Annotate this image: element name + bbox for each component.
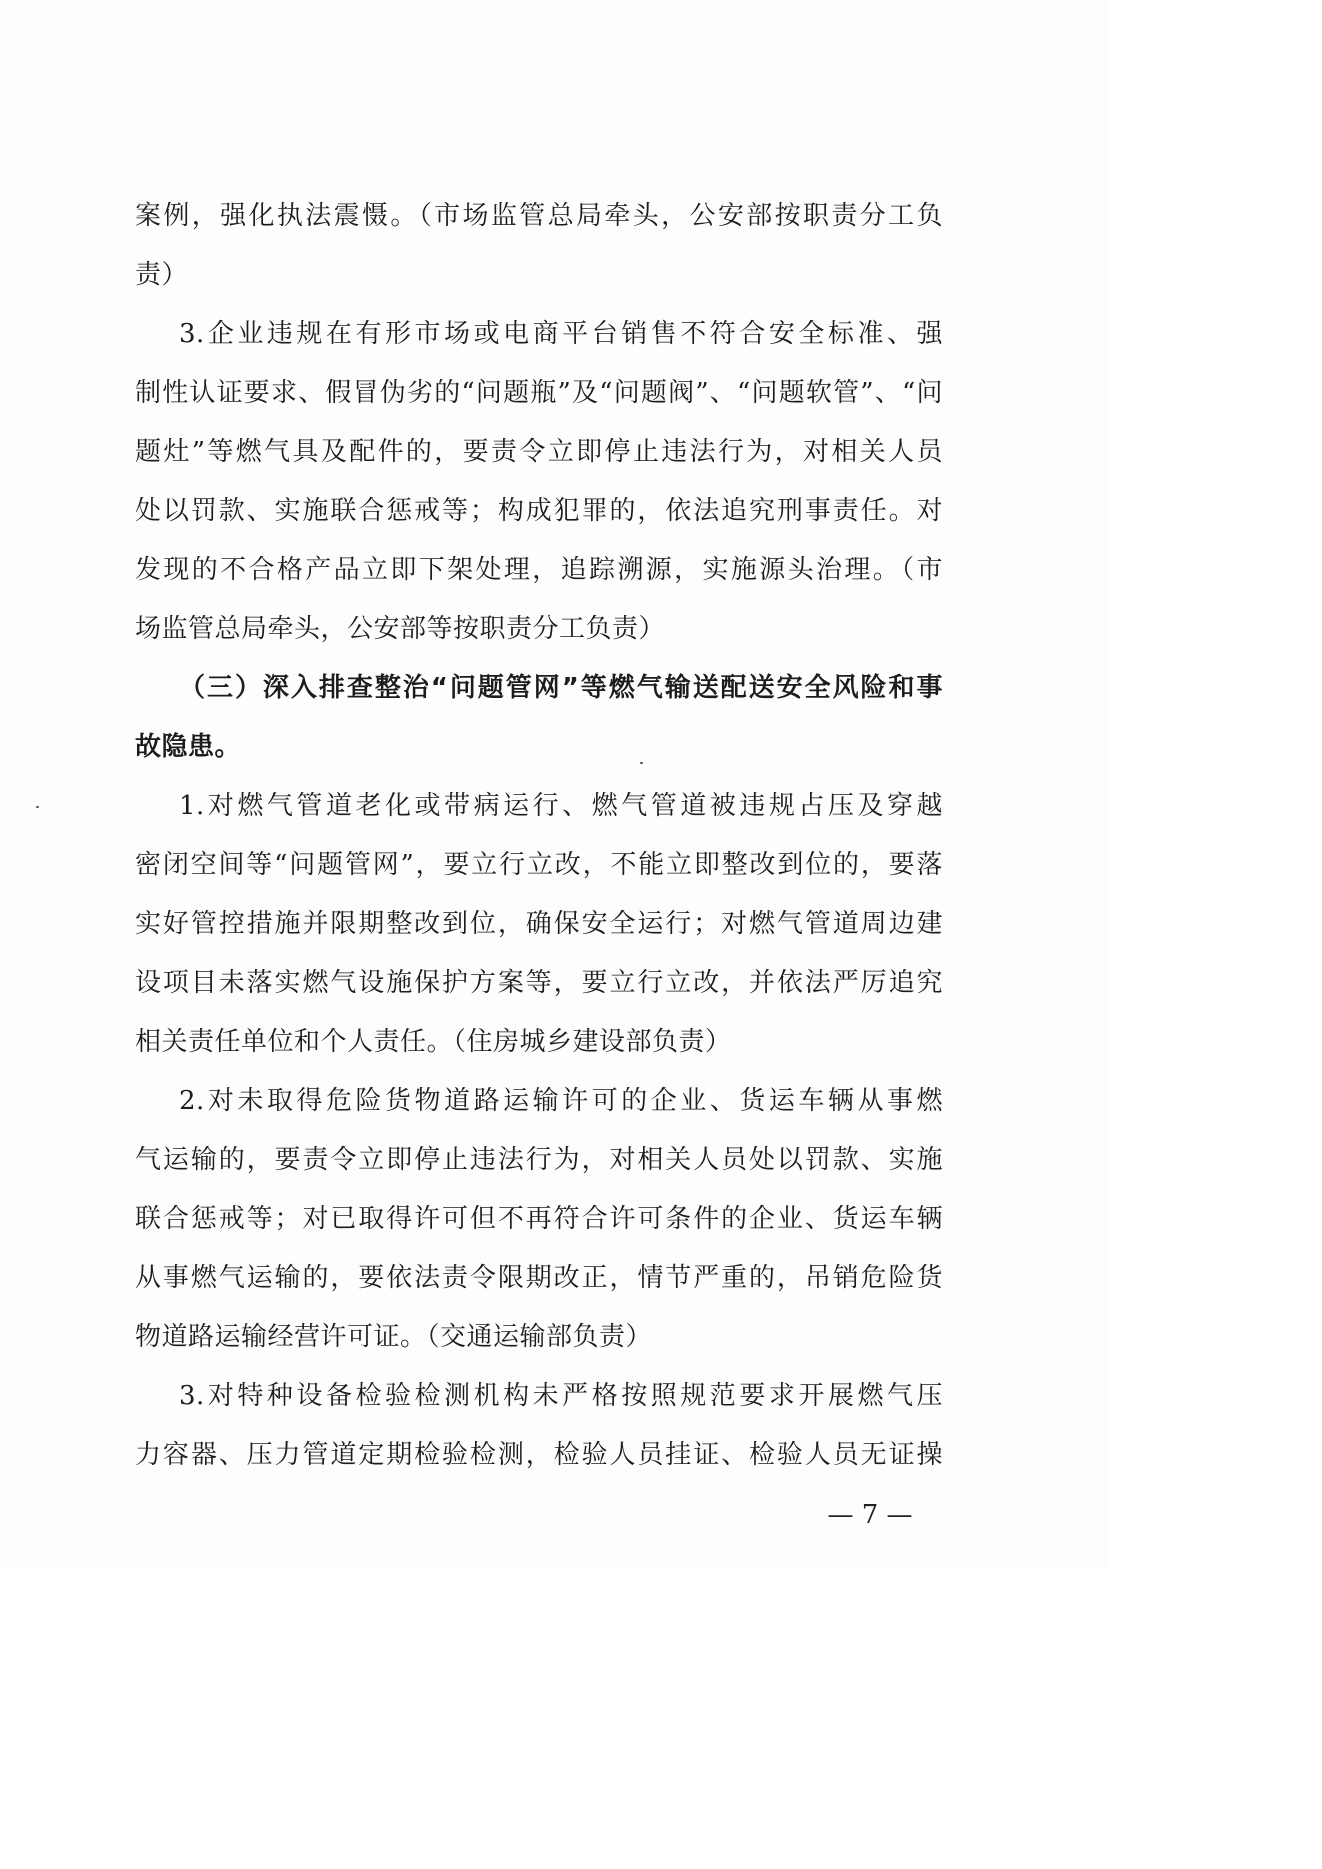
- body-line: 设项目未落实燃气设施保护方案等，要立行立改，并依法严厉追究: [135, 968, 943, 998]
- body-line: 相关责任单位和个人责任。（住房城乡建设部负责）: [135, 1027, 732, 1057]
- body-line: 处以罚款、实施联合惩戒等；构成犯罪的，依法追究刑事责任。对: [135, 496, 943, 526]
- body-line: 3.对特种设备检验检测机构未严格按照规范要求开展燃气压: [179, 1381, 943, 1411]
- body-line: 力容器、压力管道定期检验检测，检验人员挂证、检验人员无证操: [135, 1440, 943, 1470]
- body-line: 实好管控措施并限期整改到位，确保安全运行；对燃气管道周边建: [135, 909, 943, 939]
- section-heading: （三）深入排查整治“问题管网”等燃气输送配送安全风险和事: [179, 673, 943, 703]
- body-line: 场监管总局牵头，公安部等按职责分工负责）: [135, 614, 666, 644]
- body-line: 物道路运输经营许可证。（交通运输部负责）: [135, 1322, 653, 1352]
- body-line: 发现的不合格产品立即下架处理，追踪溯源，实施源头治理。（市: [135, 555, 943, 585]
- scan-speck: [640, 762, 643, 764]
- body-line: 责）: [135, 260, 189, 290]
- body-line: 1.对燃气管道老化或带病运行、燃气管道被违规占压及穿越: [179, 791, 943, 821]
- body-line: 气运输的，要责令立即停止违法行为，对相关人员处以罚款、实施: [135, 1145, 943, 1175]
- body-line: 3.企业违规在有形市场或电商平台销售不符合安全标准、强: [179, 319, 943, 349]
- section-heading: 故隐患。: [135, 732, 242, 762]
- body-line: 案例，强化执法震慑。（市场监管总局牵头，公安部按职责分工负: [135, 201, 943, 231]
- page-number: — 7 —: [827, 1500, 913, 1530]
- body-line: 题灶”等燃气具及配件的，要责令立即停止违法行为，对相关人员: [135, 437, 943, 467]
- body-line: 密闭空间等“问题管网”，要立行立改，不能立即整改到位的，要落: [135, 850, 943, 880]
- body-line: 2.对未取得危险货物道路运输许可的企业、货运车辆从事燃: [179, 1086, 943, 1116]
- body-line: 联合惩戒等；对已取得许可但不再符合许可条件的企业、货运车辆: [135, 1204, 943, 1234]
- body-line: 制性认证要求、假冒伪劣的“问题瓶”及“问题阀”、“问题软管”、“问: [135, 378, 943, 408]
- scan-speck: [36, 806, 39, 808]
- body-line: 从事燃气运输的，要依法责令限期改正，情节严重的，吊销危险货: [135, 1263, 943, 1293]
